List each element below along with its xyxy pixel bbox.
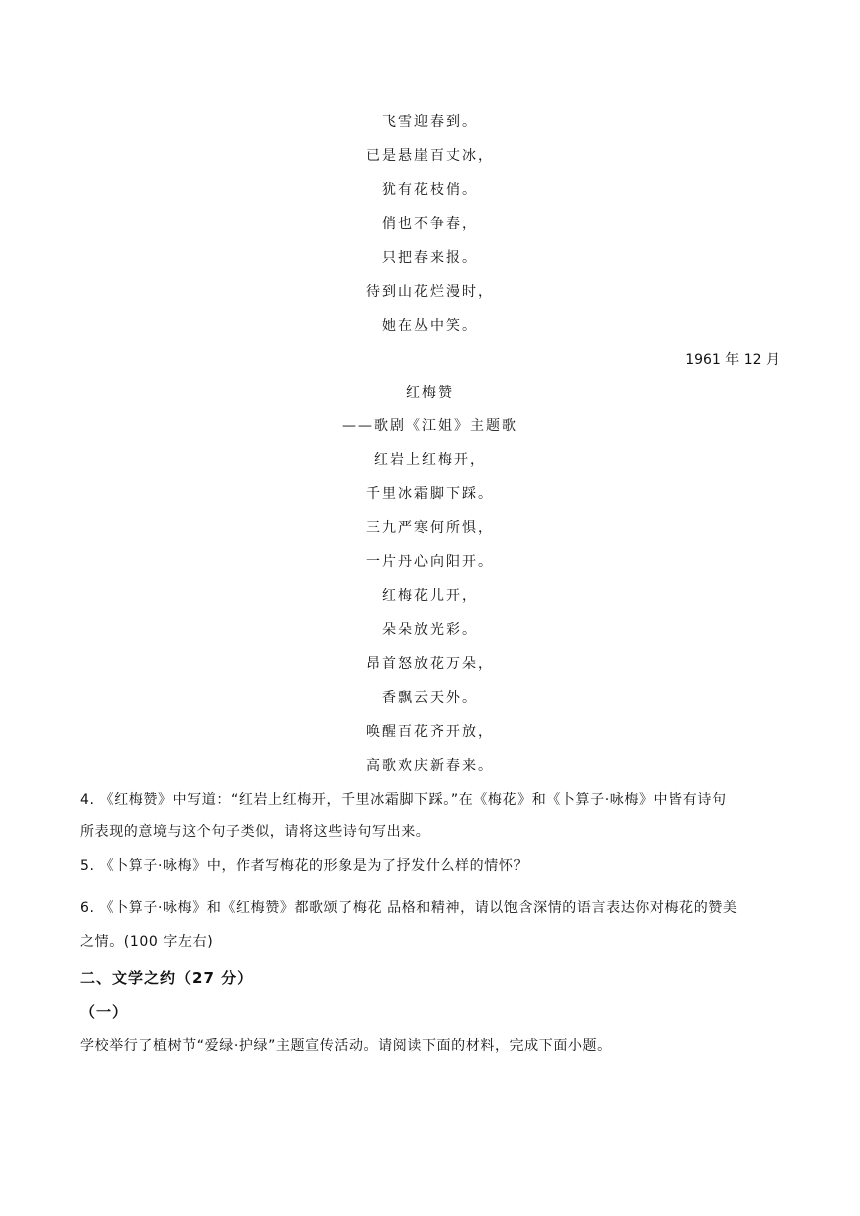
- question-6-line-2: 之情。(100 字左右): [80, 934, 214, 950]
- poem-title: 红梅赞: [406, 385, 454, 401]
- poem-line: 已是悬崖百丈冰，: [366, 148, 494, 164]
- poem-line: 千里冰霜脚下踩。: [366, 486, 494, 502]
- section-heading: 二、文学之约（27 分）: [80, 969, 254, 987]
- poem-line: 只把春来报。: [382, 250, 478, 266]
- question-6-line-1: 6. 《卜算子·咏梅》和《红梅赞》都歌颂了梅花 品格和精神，请以饱含深情的语言表达你对梅花的赞美: [80, 900, 738, 916]
- section-intro: 学校举行了植树节“爱绿·护绿”主题宣传活动。请阅读下面的材料，完成下面小题。: [80, 1038, 612, 1054]
- question-4-line-1: 4. 《红梅赞》中写道：“红岩上红梅开，千里冰霜脚下踩。”在《梅花》和《卜算子·咏梅》中皆有诗句: [80, 792, 727, 808]
- question-4-line-2: 所表现的意境与这个句子类似，请将这些诗句写出来。: [80, 824, 431, 840]
- poem-line: 犹有花枝俏。: [382, 182, 478, 198]
- section-subheading: （一）: [80, 1003, 129, 1021]
- poem-subtitle: ——歌剧《江姐》主题歌: [342, 418, 518, 434]
- poem-line: 香飘云天外。: [382, 690, 478, 706]
- poem-line: 红梅花儿开，: [382, 588, 478, 604]
- poem-line: 红岩上红梅开，: [374, 452, 486, 468]
- poem-line: 一片丹心向阳开。: [366, 554, 494, 570]
- question-5: 5. 《卜算子·咏梅》中，作者写梅花的形象是为了抒发什么样的情怀？: [80, 858, 529, 874]
- poem-line: 她在丛中笑。: [382, 318, 478, 334]
- poem-date: 1961 年 12 月: [685, 352, 780, 368]
- poem-line: 朵朵放光彩。: [382, 622, 478, 638]
- poem-line: 飞雪迎春到。: [382, 114, 478, 130]
- poem-line: 待到山花烂漫时，: [366, 284, 494, 300]
- poem-line: 三九严寒何所惧，: [366, 520, 494, 536]
- poem-line: 唤醒百花齐开放，: [366, 724, 494, 740]
- poem-line: 昂首怒放花万朵，: [366, 656, 494, 672]
- poem-line: 高歌欢庆新春来。: [366, 758, 494, 774]
- poem-line: 俏也不争春，: [382, 216, 478, 232]
